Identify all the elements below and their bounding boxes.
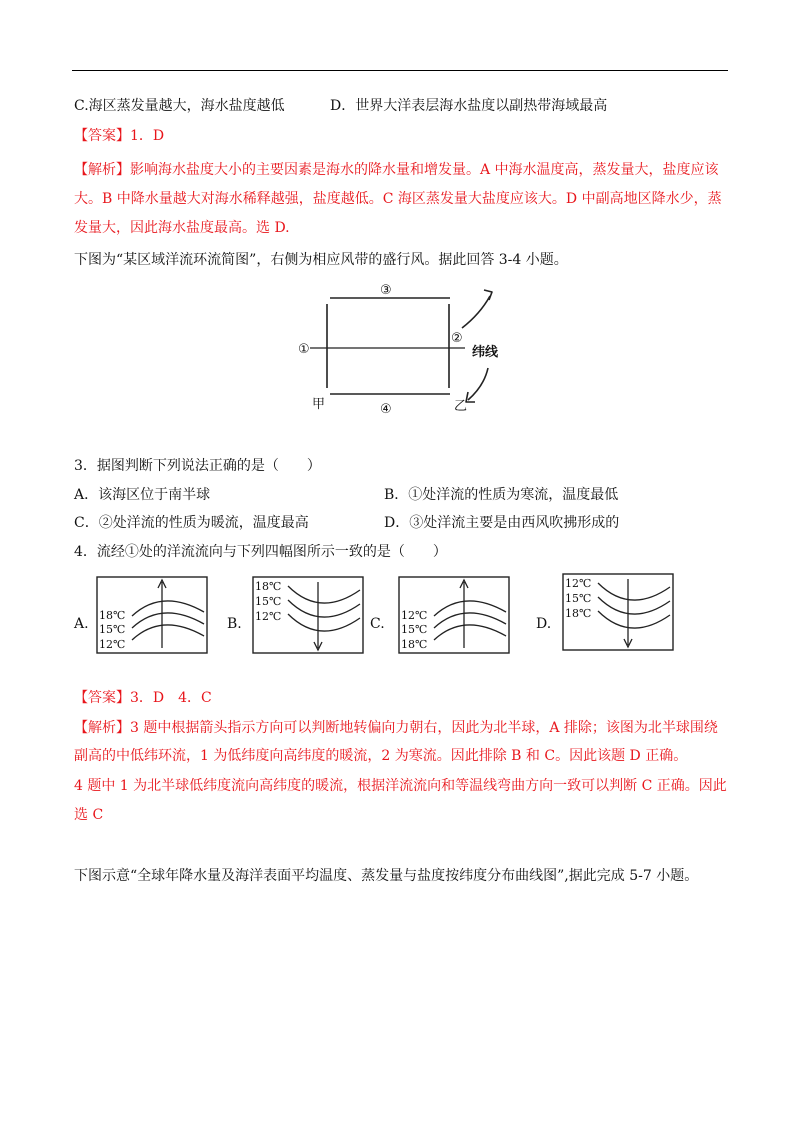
intro-5-7: 下图示意“全球年降水量及海洋表面平均温度、蒸发量与盐度按纬度分布曲线图”,据此完成 5-7 小题。 — [74, 868, 699, 884]
q3-option-d: D．③处洋流主要是由西风吹拂形成的 — [384, 515, 620, 531]
q3-option-c: C．②处洋流的性质为暖流，温度最高 — [74, 515, 309, 531]
q4-c-temp-1: 12℃ — [401, 609, 428, 622]
analysis-1-line-3: 发量大，因此海水盐度最高。选 D. — [74, 220, 290, 236]
q3-option-b: B．①处洋流的性质为寒流，温度最低 — [384, 487, 619, 503]
diagram-label-jia: 甲 — [312, 397, 326, 412]
q4-option-a-diagram — [96, 576, 208, 654]
answer-value: 1．D — [130, 128, 165, 144]
q4-a-temp-1: 18℃ — [99, 609, 126, 622]
q4-option-a-label: A. — [74, 616, 89, 632]
q4-option-d-label: D. — [536, 616, 552, 632]
q4-d-temp-2: 15℃ — [565, 592, 592, 605]
q4-option-d-diagram — [562, 573, 674, 651]
wind-arrow-lower — [468, 368, 488, 400]
analysis-text: 影响海水盐度大小的主要因素是海水的降水量和增发量。A 中海水温度高，蒸发量大，盐度应该 — [130, 162, 719, 178]
q4-option-c-label: C. — [370, 616, 385, 632]
analysis-text: 3 题中根据箭头指示方向可以判断地转偏向力朝右，因此为北半球，A 排除；该图为北半球围绕 — [130, 720, 718, 736]
q4-b-temp-2: 15℃ — [255, 595, 282, 608]
q3-stem: 3．据图判断下列说法正确的是（ ） — [74, 458, 321, 474]
diagram-label-3: ③ — [380, 283, 392, 298]
analysis-1-line-1 — [74, 160, 719, 180]
analysis-label: 【解析】 — [74, 162, 130, 178]
q4-b-temp-3: 12℃ — [255, 610, 282, 623]
intro-3-4: 下图为“某区域洋流环流简图”，右侧为相应风带的盛行风。据此回答 3-4 小题。 — [74, 252, 568, 268]
analysis-3-4-line-4: 选 C — [74, 807, 104, 823]
answer-label: 【答案】 — [74, 690, 130, 706]
q4-option-b-label: B. — [227, 616, 242, 632]
answer-3-4 — [74, 688, 212, 708]
answer-value: 3．D 4．C — [130, 690, 212, 706]
analysis-3-4-line-2: 副高的中低纬环流，1 为低纬度向高纬度的暖流，2 为寒流。因此排除 B 和 C。因此该题 D 正确。 — [74, 748, 688, 764]
q2-option-d: D．世界大洋表层海水盐度以副热带海域最高 — [330, 98, 608, 114]
wind-arrow-upper — [462, 296, 490, 328]
answer-1 — [74, 126, 164, 146]
q2-option-c: C.海区蒸发量越大，海水盐度越低 — [74, 98, 285, 114]
diagram-label-2: ② — [451, 331, 463, 346]
q4-option-c-diagram — [398, 576, 510, 654]
q4-a-temp-2: 15℃ — [99, 623, 126, 636]
q4-d-temp-1: 12℃ — [565, 577, 592, 590]
q4-d-temp-3: 18℃ — [565, 607, 592, 620]
diagram-label-1: ① — [298, 342, 310, 357]
answer-label: 【答案】 — [74, 128, 130, 144]
analysis-label: 【解析】 — [74, 720, 130, 736]
q4-a-temp-3: 12℃ — [99, 638, 126, 651]
diagram-label-yi: 乙 — [454, 399, 468, 414]
analysis-3-4-line-3: 4 题中 1 为北半球低纬度流向高纬度的暖流，根据洋流流向和等温线弯曲方向一致可以判断 C 正确。因此 — [74, 778, 727, 794]
analysis-1-line-2: 大。B 中降水量越大对海水稀释越强，盐度越低。C 海区蒸发量大盐度应该大。D 中副高地区降水少，蒸 — [74, 191, 722, 207]
ocean-current-diagram — [290, 276, 520, 421]
diagram-label-4: ④ — [380, 402, 392, 417]
q4-b-temp-1: 18℃ — [255, 580, 282, 593]
q4-c-temp-2: 15℃ — [401, 623, 428, 636]
q4-stem: 4．流经①处的洋流流向与下列四幅图所示一致的是（ ） — [74, 544, 447, 560]
analysis-3-4-line-1 — [74, 718, 718, 738]
q3-option-a: A．该海区位于南半球 — [74, 487, 211, 503]
q4-c-temp-3: 18℃ — [401, 638, 428, 651]
diagram-label-latitude: 纬线 — [472, 345, 499, 360]
q4-option-b-diagram — [252, 576, 364, 654]
header-rule — [72, 70, 728, 71]
